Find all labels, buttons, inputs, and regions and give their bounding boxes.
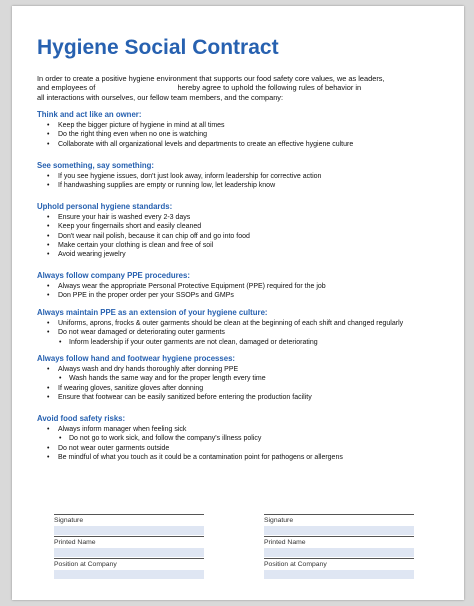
signature-line bbox=[264, 536, 414, 537]
signature-label: Signature bbox=[54, 517, 84, 524]
sub-list-item bbox=[37, 434, 447, 443]
position-row bbox=[264, 558, 414, 580]
bullet-icon: • bbox=[47, 366, 50, 373]
bullet-icon: • bbox=[47, 131, 50, 139]
signature-line bbox=[54, 514, 204, 515]
contract-page bbox=[12, 6, 464, 600]
list-item-text: Collaborate with all organizational levels and departments to create an effective hygiene culture bbox=[58, 140, 354, 148]
position-label: Position at Company bbox=[54, 561, 117, 568]
list-item-text: Wash hands the same way and for the proper length every time bbox=[69, 375, 266, 383]
list-item bbox=[37, 181, 447, 190]
list-item bbox=[37, 232, 447, 241]
bullet-icon: • bbox=[47, 384, 50, 392]
list-item-text: Always wear the appropriate Personal Protective Equipment (PPE) required for the job bbox=[58, 283, 326, 290]
section-heading: Always follow company PPE procedures: bbox=[37, 271, 190, 280]
list-item bbox=[37, 365, 447, 374]
list-item bbox=[37, 453, 447, 462]
rule-section bbox=[37, 161, 447, 191]
position-label: Position at Company bbox=[264, 561, 327, 568]
list-item bbox=[37, 241, 447, 250]
section-heading: Uphold personal hygiene standards: bbox=[37, 202, 173, 211]
rule-section bbox=[37, 308, 447, 347]
rule-section bbox=[37, 202, 447, 259]
signature-line bbox=[54, 536, 204, 537]
rule-section bbox=[37, 110, 447, 149]
list-item bbox=[37, 250, 447, 259]
bullet-icon: • bbox=[47, 329, 50, 337]
bullet-icon: • bbox=[59, 338, 62, 346]
list-item bbox=[37, 319, 447, 328]
signature-line bbox=[264, 558, 414, 559]
bullet-icon: • bbox=[47, 444, 50, 452]
list-item bbox=[37, 291, 447, 300]
bullet-icon: • bbox=[47, 393, 50, 401]
printed-name-field[interactable] bbox=[264, 548, 414, 557]
signature-field[interactable] bbox=[264, 526, 414, 535]
list-item-text: If you see hygiene issues, don't just look away, inform leadership for corrective action bbox=[58, 173, 322, 180]
bullet-icon: • bbox=[47, 223, 50, 231]
bullet-icon: • bbox=[47, 453, 50, 461]
signature-row bbox=[264, 514, 414, 536]
list-item bbox=[37, 444, 447, 453]
list-item bbox=[37, 140, 447, 149]
list-item-text: Make certain your clothing is clean and free of soil bbox=[58, 241, 214, 249]
bullet-icon: • bbox=[47, 426, 50, 433]
printed-name-label: Printed Name bbox=[264, 539, 306, 546]
intro-paragraph bbox=[37, 74, 447, 102]
printed-name-label: Printed Name bbox=[54, 539, 96, 546]
list-item-text: Do not wear damaged or deteriorating outer garments bbox=[58, 329, 225, 337]
bullet-icon: • bbox=[47, 283, 50, 290]
section-heading: Always follow hand and footwear hygiene processes: bbox=[37, 354, 235, 363]
list-item-text: Keep the bigger picture of hygiene in mind at all times bbox=[58, 122, 225, 129]
signature-block-right bbox=[264, 514, 414, 580]
printed-name-row bbox=[264, 536, 414, 558]
bullet-icon: • bbox=[47, 292, 50, 300]
list-item-text: If handwashing supplies are empty or running low, let leadership know bbox=[58, 182, 276, 190]
position-field[interactable] bbox=[54, 570, 204, 579]
list-item bbox=[37, 121, 447, 130]
bullet-icon: • bbox=[47, 140, 50, 148]
list-item-text: Do not go to work sick, and follow the company's illness policy bbox=[69, 435, 262, 443]
rule-section bbox=[37, 354, 447, 402]
list-item bbox=[37, 282, 447, 291]
list-item-text: Avoid wearing jewelry bbox=[58, 251, 126, 259]
list-item-text: If wearing gloves, sanitize gloves after donning bbox=[58, 384, 204, 392]
list-item-text: Ensure your hair is washed every 2-3 days bbox=[58, 214, 191, 221]
rule-section bbox=[37, 271, 447, 301]
rule-section bbox=[37, 414, 447, 462]
intro-line-1: In order to create a positive hygiene environment that supports our food safety core values, we as leaders, bbox=[37, 74, 385, 83]
position-row bbox=[54, 558, 204, 580]
list-item bbox=[37, 425, 447, 434]
signature-label: Signature bbox=[264, 517, 294, 524]
printed-name-row bbox=[54, 536, 204, 558]
list-item-text: Keep your fingernails short and easily cleaned bbox=[58, 223, 202, 231]
signature-row bbox=[54, 514, 204, 536]
list-item bbox=[37, 222, 447, 231]
sub-list-item bbox=[37, 374, 447, 383]
bullet-icon: • bbox=[47, 251, 50, 259]
sub-list-item bbox=[37, 338, 447, 347]
intro-line-3: all interactions with ourselves, our fellow team members, and the company: bbox=[37, 92, 284, 102]
bullet-icon: • bbox=[47, 182, 50, 190]
list-item-text: Ensure that footwear can be easily sanitized before entering the production facility bbox=[58, 393, 312, 401]
list-item-text: Do the right thing even when no one is watching bbox=[58, 131, 208, 139]
list-item bbox=[37, 393, 447, 402]
signature-line bbox=[54, 558, 204, 559]
list-item-text: Always inform manager when feeling sick bbox=[58, 426, 187, 433]
printed-name-field[interactable] bbox=[54, 548, 204, 557]
list-item-text: Inform leadership if your outer garments are not clean, damaged or deteriorating bbox=[69, 338, 318, 346]
list-item-text: Uniforms, aprons, frocks & outer garments should be clean at the beginning of each shift and changed regularly bbox=[58, 320, 404, 327]
signature-field[interactable] bbox=[54, 526, 204, 535]
bullet-icon: • bbox=[59, 375, 62, 383]
list-item-text: Do not wear outer garments outside bbox=[58, 444, 170, 452]
intro-line-2a: and employees of bbox=[37, 83, 96, 93]
list-item-text: Don't wear nail polish, because it can chip off and go into food bbox=[58, 232, 250, 240]
section-heading: Think and act like an owner: bbox=[37, 110, 142, 119]
company-name-blank[interactable] bbox=[97, 84, 175, 90]
signature-line bbox=[264, 514, 414, 515]
document-title: Hygiene Social Contract bbox=[37, 36, 279, 59]
list-item-text: Be mindful of what you touch as it could be a contamination point for pathogens or allergens bbox=[58, 453, 343, 461]
list-item bbox=[37, 328, 447, 337]
list-item-text: Always wash and dry hands thoroughly after donning PPE bbox=[58, 366, 239, 373]
list-item bbox=[37, 384, 447, 393]
bullet-icon: • bbox=[47, 122, 50, 129]
list-item bbox=[37, 213, 447, 222]
bullet-icon: • bbox=[47, 320, 50, 327]
bullet-icon: • bbox=[47, 232, 50, 240]
bullet-icon: • bbox=[59, 435, 62, 443]
bullet-icon: • bbox=[47, 241, 50, 249]
section-heading: Avoid food safety risks: bbox=[37, 414, 126, 423]
bullet-icon: • bbox=[47, 173, 50, 180]
list-item-text: Don PPE in the proper order per your SSOPs and GMPs bbox=[58, 292, 234, 300]
section-heading: See something, say something: bbox=[37, 161, 154, 170]
signature-block-left bbox=[54, 514, 204, 580]
list-item bbox=[37, 130, 447, 139]
position-field[interactable] bbox=[264, 570, 414, 579]
bullet-icon: • bbox=[47, 214, 50, 221]
list-item bbox=[37, 172, 447, 181]
section-heading: Always maintain PPE as an extension of your hygiene culture: bbox=[37, 308, 268, 317]
intro-line-2b: hereby agree to uphold the following rules of behavior in bbox=[177, 83, 362, 93]
